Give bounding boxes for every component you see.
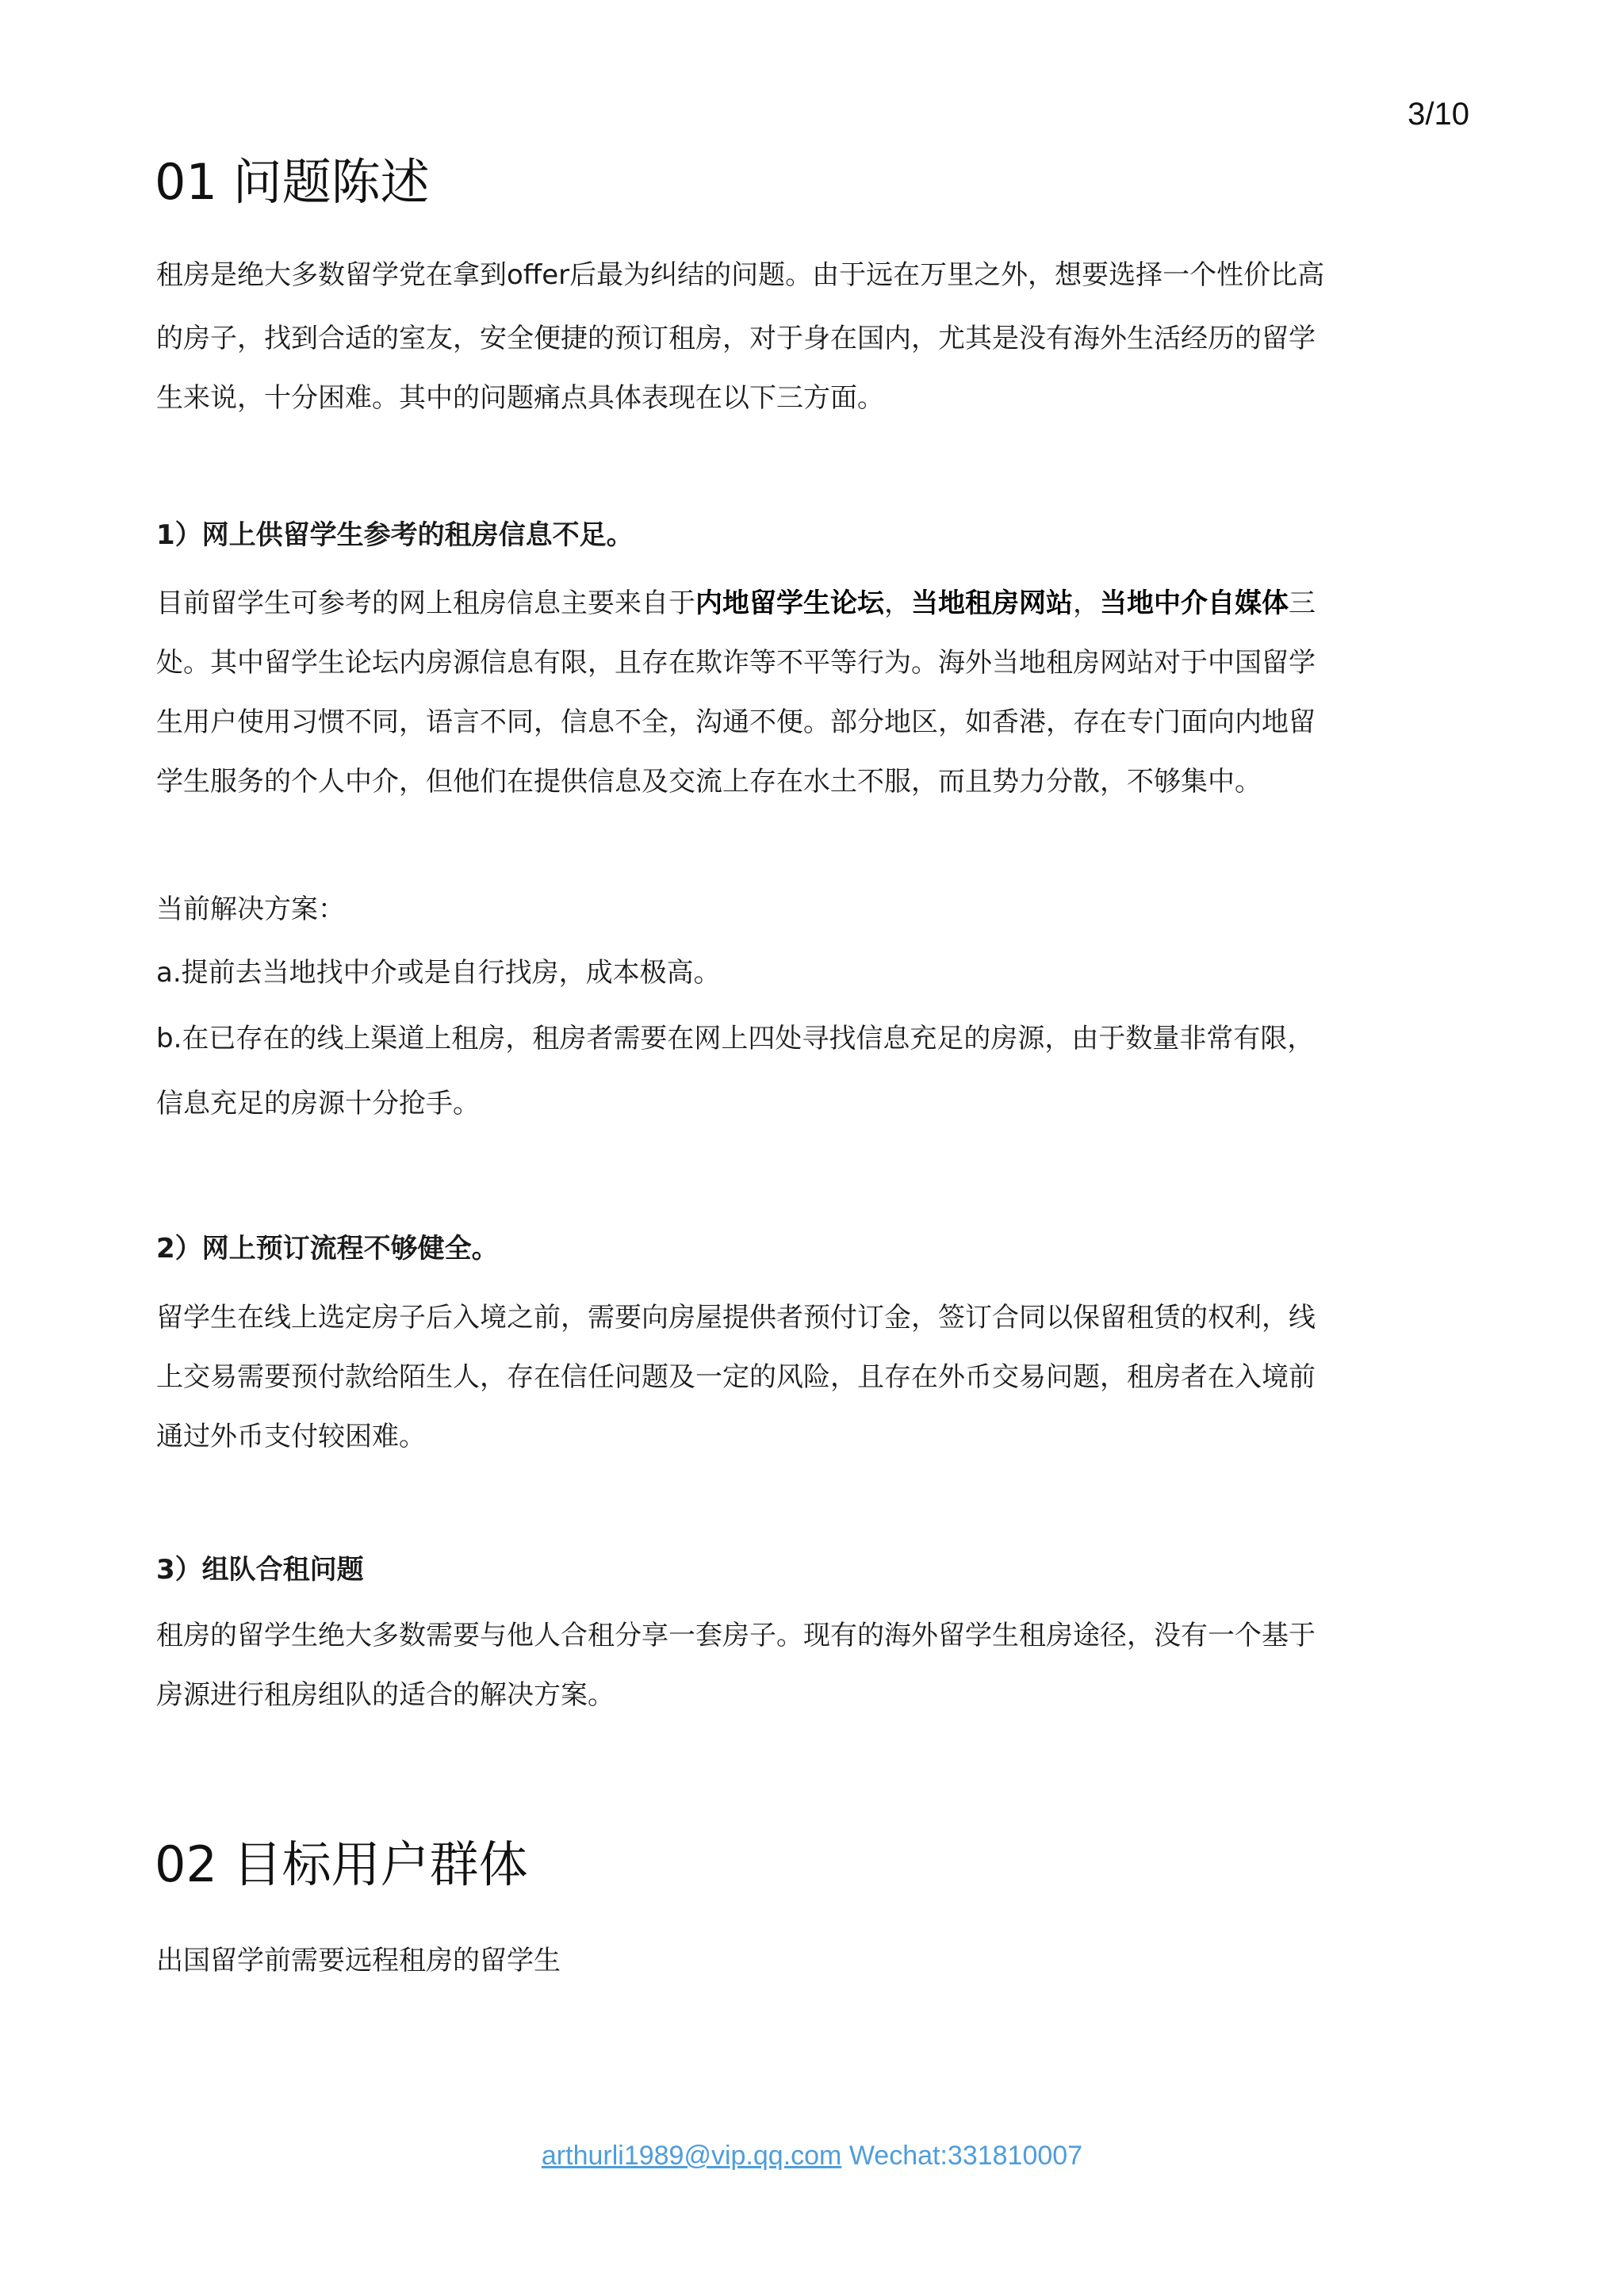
- page-number: 3/10: [1408, 97, 1469, 132]
- problem-2-line-1: 留学生在线上选定房子后入境之前，需要向房屋提供者预付订金，签订合同以保留租赁的权利，线: [156, 1302, 1316, 1334]
- intro-line-3: 生来说，十分困难。其中的问题痛点具体表现在以下三方面。: [156, 382, 884, 414]
- problem-2-heading: [156, 1225, 499, 1272]
- problem-3-body: [156, 1606, 1457, 1725]
- intro-line-2: 的房子，找到合适的室友，安全便捷的预订租房，对于身在国内，尤其是没有海外生活经历的留学: [156, 323, 1316, 354]
- target-users-line: 出国留学前需要远程租房的留学生: [156, 1945, 561, 1976]
- problem-2-body: [156, 1288, 1457, 1467]
- problem-1-line-4: 学生服务的个人中介，但他们在提供信息及交流上存在水土不服，而且势力分散，不够集中。: [156, 766, 1262, 798]
- solutions-label: 当前解决方案：: [156, 894, 345, 925]
- source-local-site: 当地租房网站: [911, 587, 1073, 619]
- source-forum: 内地留学生论坛: [695, 587, 884, 619]
- current-solutions: [156, 880, 1457, 1134]
- target-users-body: [156, 1931, 1457, 1991]
- problem-2-heading-text: ）网上预订流程不够健全。: [174, 1233, 499, 1265]
- problem-1-line-2: 处。其中留学生论坛内房源信息有限，且存在欺诈等不平等行为。海外当地租房网站对于中国留学: [156, 647, 1316, 679]
- section-title-problem-statement: 01 问题陈述: [155, 153, 430, 211]
- solution-a: a.提前去当地找中介或是自行找房，成本极高。: [156, 957, 721, 989]
- source-agent-media: 当地中介自媒体: [1100, 587, 1289, 619]
- problem-1-number: 1: [156, 519, 175, 551]
- problem-3-number: 3: [156, 1554, 175, 1586]
- problem-1-heading: [156, 511, 634, 559]
- problem-1-line-1: 目前留学生可参考的网上租房信息主要来自于内地留学生论坛，当地租房网站，当地中介自媒体三: [156, 587, 1316, 619]
- footer-email-link[interactable]: arthurli1989@vip.qq.com: [541, 2141, 842, 2171]
- problem-1-line-3: 生用户使用习惯不同，语言不同，信息不全，沟通不便。部分地区，如香港，存在专门面向内地留: [156, 706, 1316, 738]
- footer-wechat: Wechat:331810007: [841, 2141, 1083, 2171]
- section-title-target-users: 02 目标用户群体: [155, 1835, 528, 1893]
- solution-b-line-1: b.在已存在的线上渠道上租房，租房者需要在网上四处寻找信息充足的房源，由于数量非常有限，: [156, 1023, 1315, 1054]
- problem-2-number: 2: [156, 1233, 175, 1265]
- solution-b-line-2: 信息充足的房源十分抢手。: [156, 1088, 480, 1119]
- problem-3-line-1: 租房的留学生绝大多数需要与他人合租分享一套房子。现有的海外留学生租房途径，没有一个基于: [156, 1620, 1316, 1651]
- problem-3-heading: [156, 1546, 364, 1594]
- intro-paragraph: [156, 246, 1457, 428]
- problem-2-line-3: 通过外币支付较困难。: [156, 1421, 426, 1452]
- footer-contact: [0, 2141, 1624, 2172]
- problem-3-line-2: 房源进行租房组队的适合的解决方案。: [156, 1679, 615, 1711]
- intro-line-1: 租房是绝大多数留学党在拿到offer后最为纠结的问题。由于远在万里之外，想要选择一个性价比高: [156, 259, 1325, 291]
- problem-2-line-2: 上交易需要预付款给陌生人，存在信任问题及一定的风险，且存在外币交易问题，租房者在入境前: [156, 1361, 1316, 1393]
- problem-1-heading-text: ）网上供留学生参考的租房信息不足。: [174, 519, 634, 551]
- problem-3-heading-text: ）组队合租问题: [174, 1554, 364, 1586]
- problem-1-body: [156, 574, 1457, 812]
